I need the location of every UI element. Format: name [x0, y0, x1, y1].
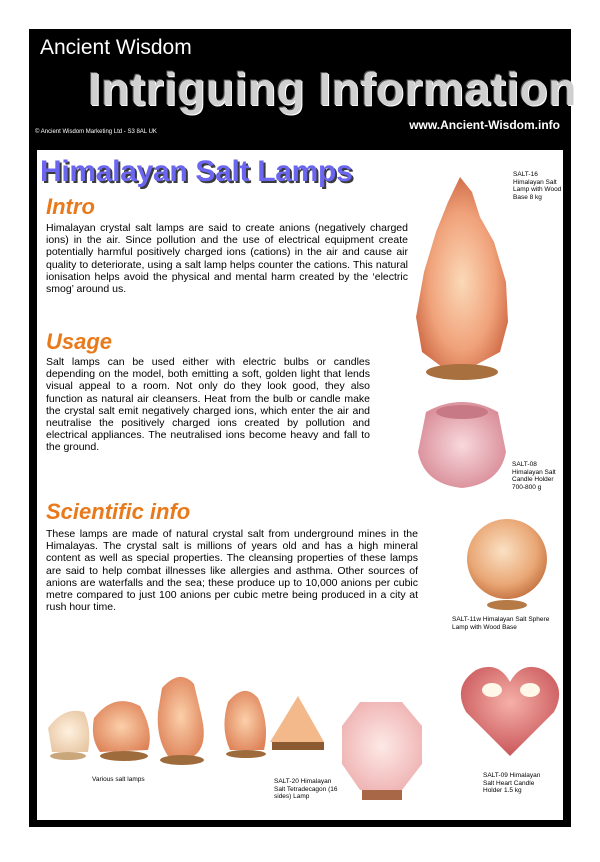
caption-salt09: SALT-09 Himalayan Salt Heart Candle Holder 1.5 kg — [483, 772, 541, 794]
copyright: © Ancient Wisdom Marketing Ltd - S3 8AL UK — [35, 129, 157, 135]
website-url[interactable]: www.Ancient-Wisdom.info — [409, 118, 560, 132]
caption-salt20: SALT-20 Himalayan Salt Tetradecagon (16 sides) Lamp — [274, 778, 338, 800]
various-lamps-image — [44, 668, 336, 768]
headline: Intriguing Information — [88, 63, 577, 115]
caption-salt16: SALT-16 Himalayan Salt Lamp with Wood Base 8 kg — [513, 171, 562, 201]
candle-holder-image — [414, 392, 510, 492]
copyright-text: Ancient Wisdom Marketing Ltd - S3 8AL UK — [40, 129, 157, 135]
usage-heading: Usage — [46, 329, 113, 354]
scientific-text: These lamps are made of natural crystal salt from underground mines in the Himalayas. The crystal salt is millions of years old and has a high mineral content as well as special properties. The cleansing properties of these lamps are said to help combat illnesses like allergies and asthma. Other sources of anions are waterfalls and the sea; these produce up to 10,000 anions per cubic metre compared to just 100 anions per cubic metre being produced in a city at rush hour time. — [46, 528, 418, 614]
caption-various: Various salt lamps — [92, 776, 145, 783]
caption-salt08: SALT-08 Himalayan Salt Candle Holder 700-800 g — [512, 461, 556, 491]
brand-name: Ancient Wisdom — [40, 36, 192, 59]
caption-salt11w: SALT-11w Himalayan Salt Sphere Lamp with Wood Base — [452, 616, 550, 631]
tetradecagon-lamp-image — [340, 698, 424, 804]
salt-lamp-image — [412, 172, 512, 382]
sphere-lamp-image — [462, 515, 552, 615]
heart-candle-holder-image — [458, 656, 562, 760]
scientific-heading: Scientific info — [46, 499, 191, 524]
usage-text: Salt lamps can be used either with electric bulbs or candles depending on the model, both emitting a soft, golden light that lends visual appeal to a room. Not only do they look good, they also function as natural air cleansers. Heat from the bulb or candle make the crystal salt emit negatively charged ions, which enter the air and neutralise the positively charged ions created by pollution and electrical appliances. The neutralised ions become heavy and fall to the ground. — [46, 356, 370, 454]
intro-heading: Intro — [46, 194, 95, 219]
article-title: Himalayan Salt Lamps — [40, 155, 353, 188]
intro-text: Himalayan crystal salt lamps are said to create anions (negatively charged ions) in the air. Since pollution and the use of electrical equipment create potentially harmful positively charged ions (cations) in the air and cause air quality to deteriorate, using a salt lamp helps counter the cations. This natural ionisation helps avoid the physical and mental harm created by the ‘electric smog’ around us. — [46, 222, 408, 296]
